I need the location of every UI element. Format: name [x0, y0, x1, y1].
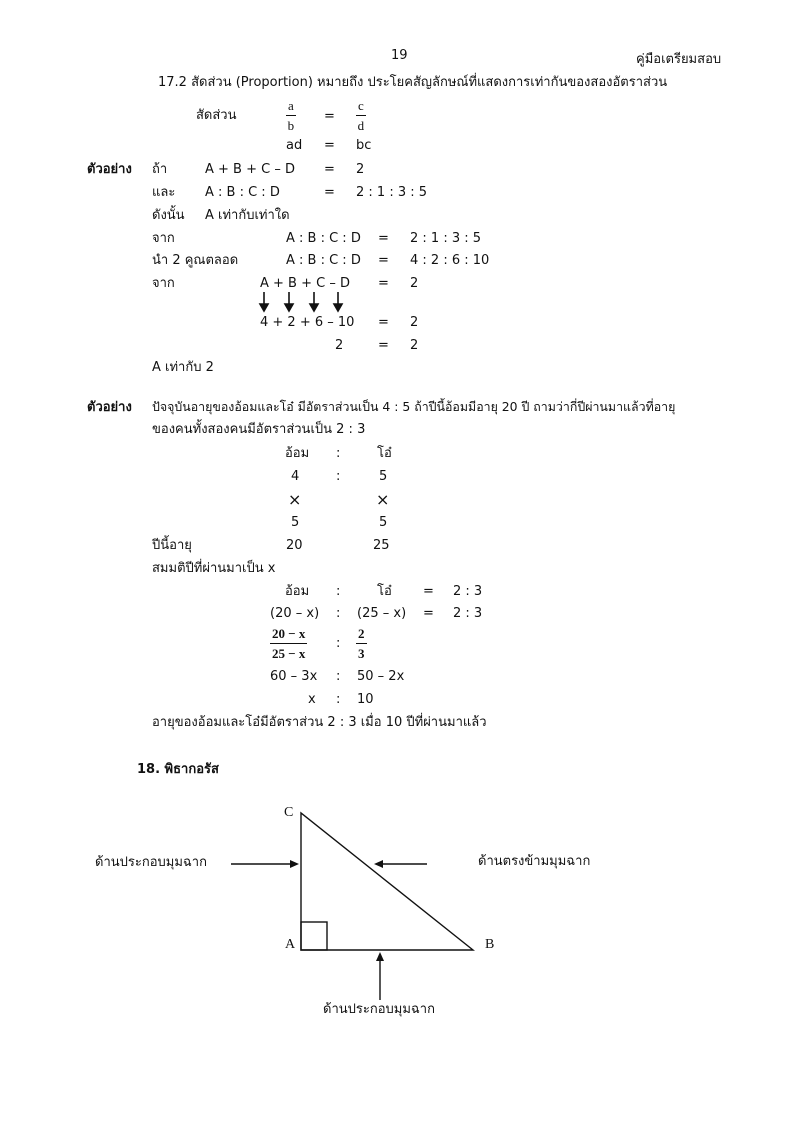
ex1-r5-c2: A : B : C : D: [286, 253, 361, 268]
fraction-numerator: 2: [356, 627, 367, 644]
ex1-r3-c1: ดังนั้น: [152, 208, 185, 223]
vertex-a-label: A: [285, 937, 296, 952]
ex1-r4-c3: =: [378, 231, 389, 246]
ex1-r4-c4: 2 : 1 : 3 : 5: [410, 231, 482, 246]
ex2-s3-colon: :: [336, 636, 341, 651]
ex2-s2-ratio: 2 : 3: [453, 606, 483, 621]
ex1-r7-c2: 4 + 2 + 6 – 10: [260, 315, 355, 330]
fraction-denominator: 25 − x: [272, 646, 306, 661]
ex2-s5-left: x: [308, 692, 316, 707]
ex1-r8-c4: 2: [410, 338, 419, 353]
ex1-r2-c1: และ: [152, 185, 176, 200]
ex2-assumption: สมมติปีที่ผ่านมาเป็น x: [152, 561, 276, 576]
ex1-r2-c4: 2 : 1 : 3 : 5: [356, 185, 428, 200]
ex2-tbl-colon: :: [336, 469, 341, 484]
multiply-icon: ×: [288, 490, 302, 509]
ex1-r1-c2: A + B + C – D: [205, 162, 295, 177]
ex1-r6-c3: =: [378, 276, 389, 291]
ex1-r6-c4: 2: [410, 276, 419, 291]
arrow-left-icon: [374, 860, 383, 868]
document-title: คู่มือเตรียมสอบ: [636, 52, 722, 67]
fraction-denominator: d: [357, 118, 365, 133]
ex1-r6-c2: A + B + C – D: [260, 276, 350, 291]
fraction-denominator: 3: [358, 646, 365, 661]
ex1-r3-c2: A เท่ากับเท่าใด: [205, 208, 290, 223]
vertex-b-label: B: [485, 937, 495, 952]
ex2-problem-line2: ของคนทั้งสองคนมีอัตราส่วนเป็น 2 : 3: [152, 422, 366, 437]
ex1-r6-c1: จาก: [152, 276, 175, 291]
ex2-s2-eq: =: [423, 606, 434, 621]
ex2-tbl-row-label: ปีนี้อายุ: [152, 538, 192, 553]
ex2-s2-left: (20 – x): [270, 606, 320, 621]
fraction-numerator: a: [286, 99, 296, 116]
ex1-r2-c2: A : B : C : D: [205, 185, 280, 200]
proportion-heading: 17.2 สัดส่วน (Proportion) หมายถึง ประโยคสัญลักษณ์ที่แสดงการเท่ากันของสองอัตราส่วน: [158, 75, 668, 90]
ex1-r5-c3: =: [378, 253, 389, 268]
ex2-s4-left: 60 – 3x: [270, 669, 318, 684]
ex2-s5-colon: :: [336, 692, 341, 707]
ex2-s1-ratio: 2 : 3: [453, 584, 483, 599]
ex2-tbl-a1: 20: [286, 538, 303, 553]
ex1-r7-c4: 2: [410, 315, 419, 330]
ex2-s4-right: 50 – 2x: [357, 669, 405, 684]
ex1-r4-c2: A : B : C : D: [286, 231, 361, 246]
ex2-s1-eq: =: [423, 584, 434, 599]
ex2-s1-left: อ้อม: [285, 584, 310, 599]
ex2-answer: อายุของอ้อมและโอ๋มีอัตราส่วน 2 : 3 เมื่อ 10 ปีที่ผ่านมาแล้ว: [152, 715, 487, 730]
ex2-s1-colon: :: [336, 584, 341, 599]
ex1-r1-c1: ถ้า: [152, 162, 168, 177]
ex1-conclusion: A เท่ากับ 2: [152, 360, 214, 375]
ex1-r8-c3: =: [378, 338, 389, 353]
equals-sign: =: [324, 109, 335, 124]
ex2-s4-colon: :: [336, 669, 341, 684]
base-side-label: ด้านประกอบมุมฉาก: [323, 1002, 435, 1017]
ex2-tbl-h2: โอ๋: [377, 446, 392, 461]
equals-sign: =: [324, 138, 335, 153]
pythagoras-heading: 18. พิธากอรัส: [137, 762, 219, 777]
ex2-tbl-m2: 5: [379, 515, 388, 530]
hypotenuse-label: ด้านตรงข้ามมุมฉาก: [478, 854, 591, 869]
ex2-tbl-colon: :: [336, 446, 341, 461]
fraction-numerator: c: [356, 99, 366, 116]
ex2-s5-right: 10: [357, 692, 374, 707]
ex2-tbl-v2: 5: [379, 469, 388, 484]
ex1-r2-c3: =: [324, 185, 335, 200]
ex1-r8-c2: 2: [335, 338, 344, 353]
ex2-s2-colon: :: [336, 606, 341, 621]
ex2-s2-right: (25 – x): [357, 606, 407, 621]
ex2-tbl-v1: 4: [291, 469, 300, 484]
page-number: 19: [391, 48, 408, 63]
arrow-right-icon: [290, 860, 299, 868]
ex1-r5-c1: นำ 2 คูณตลอด: [152, 253, 239, 268]
cross-right: bc: [356, 138, 372, 153]
ex2-s1-right: โอ๋: [377, 584, 392, 599]
ex1-r4-c1: จาก: [152, 231, 175, 246]
example-label: ตัวอย่าง: [87, 400, 132, 415]
ex1-r7-c3: =: [378, 315, 389, 330]
ex1-r1-c3: =: [324, 162, 335, 177]
ex2-tbl-m1: 5: [291, 515, 300, 530]
example-label: ตัวอย่าง: [87, 162, 132, 177]
proportion-label: สัดส่วน: [196, 108, 237, 123]
fraction-numerator: 20 − x: [270, 627, 307, 644]
ex2-tbl-h1: อ้อม: [285, 446, 310, 461]
arrow-up-icon: [376, 952, 384, 961]
right-angle-marker: [301, 922, 327, 950]
multiply-icon: ×: [376, 490, 390, 509]
ex1-r1-c4: 2: [356, 162, 365, 177]
vertex-c-label: C: [284, 805, 294, 820]
adjacent-side-label: ด้านประกอบมุมฉาก: [95, 855, 207, 870]
cross-left: ad: [286, 138, 303, 153]
ex1-r5-c4: 4 : 2 : 6 : 10: [410, 253, 490, 268]
ex2-problem-line1: ปัจจุบันอายุของอ้อมและโอ๋ มีอัตราส่วนเป็น 4 : 5 ถ้าปีนี้อ้อมมีอายุ 20 ปี ถามว่ากี่ปีผ่านมาแล้วที่อายุ: [152, 399, 676, 414]
ex2-tbl-a2: 25: [373, 538, 390, 553]
fraction-denominator: b: [287, 118, 295, 133]
